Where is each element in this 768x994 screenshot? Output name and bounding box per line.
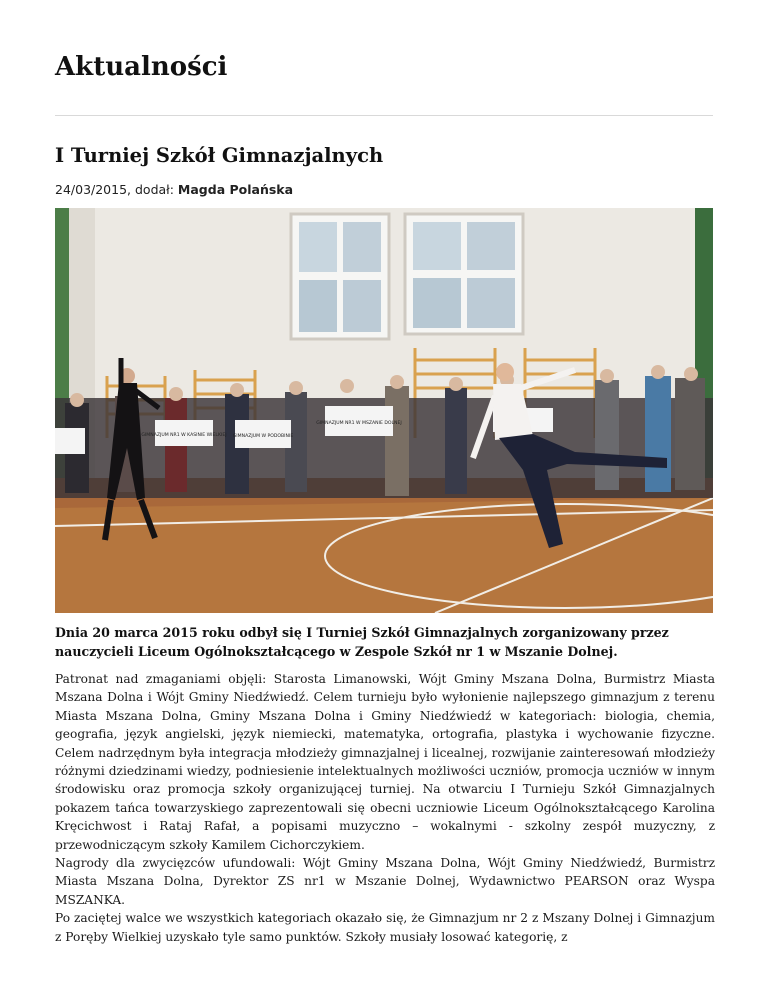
body-paragraph: Po zaciętej walce we wszystkich kategoriach okazało się, że Gimnazjum nr 2 z Mszany Dolnej i Gimnazjum z Poręby Wielkiej uzyskało tyle samo punktów. Szkoły musiały losować kategorię, z (55, 911, 715, 944)
body-paragraph: Patronat nad zmaganiami objęli: Starosta Limanowski, Wójt Gminy Mszana Dolna, Burmistrz Miasta Mszana Dolna i Wójt Gminy Niedźwiedź. Celem turnieju było wyłonienie najlepszego gimnazjum z terenu Miasta Mszana Dolna, Gminy Mszana Dolna i Gminy Niedźwiedź w kategoriach: biologia, chemia, geografia, język angielski, język niemiecki, matematyka, ortografia, plastyka i wychowanie fizyczne. Celem nadrzędnym była integracja młodzieży gimnazjalnej i licealnej, rozwijanie zainteresowań młodzieży różnymi dziedzinami wiedzy, podniesienie intelektualnych możliwości uczniów, promocja uczniów w innym środowisku oraz promocja szkoły organizującej turniej. Na otwarciu I Turnieju Szkół Gimnazjalnych pokazem tańca towarzyskiego zaprezentowali się obecni uczniowie Liceum Ogólnokształcącego Karolina Kręcichwost i Rataj Rafał, a popisami muzyczno – wokalnymi - szkolny zespół muzyczny, z przewodniczącym szkoły Kamilem Cichorczykiem. (55, 672, 715, 852)
divider (55, 115, 713, 116)
article-photo (55, 208, 713, 613)
page-title: Aktualności (55, 52, 228, 82)
sign-text: GIMNAZJUM NR1 W KASINIE WIELKIEJ (141, 433, 227, 438)
article-lead: Dnia 20 marca 2015 roku odbył się I Turniej Szkół Gimnazjalnych zorganizowany przez nauczycieli Liceum Ogólnokształcącego w Zespole Szkół nr 1 w Mszanie Dolnej. (55, 625, 669, 659)
article-body (55, 670, 715, 946)
article-date: 24/03/2015 (55, 182, 128, 197)
article-meta (55, 182, 293, 197)
article-title[interactable]: I Turniej Szkół Gimnazjalnych (55, 144, 384, 167)
gym-windows (291, 214, 523, 339)
article-author[interactable]: Magda Polańska (177, 182, 294, 197)
body-paragraph: Nagrody dla zwycięzców ufundowali: Wójt Gminy Mszana Dolna, Wójt Gminy Niedźwiedź, Burmistrz Miasta Mszana Dolna, Dyrektor ZS nr1 w Mszanie Dolnej, Wydawnictwo PEARSON oraz Wyspa MSZANKA. (55, 856, 715, 907)
sign-text: GIMNAZJUM NR1 W MSZANIE DOLNEJ (316, 421, 402, 426)
added-by-label: , dodał: (127, 182, 178, 197)
sign-text: GIMNAZJUM W PODOBINIE (232, 434, 294, 439)
